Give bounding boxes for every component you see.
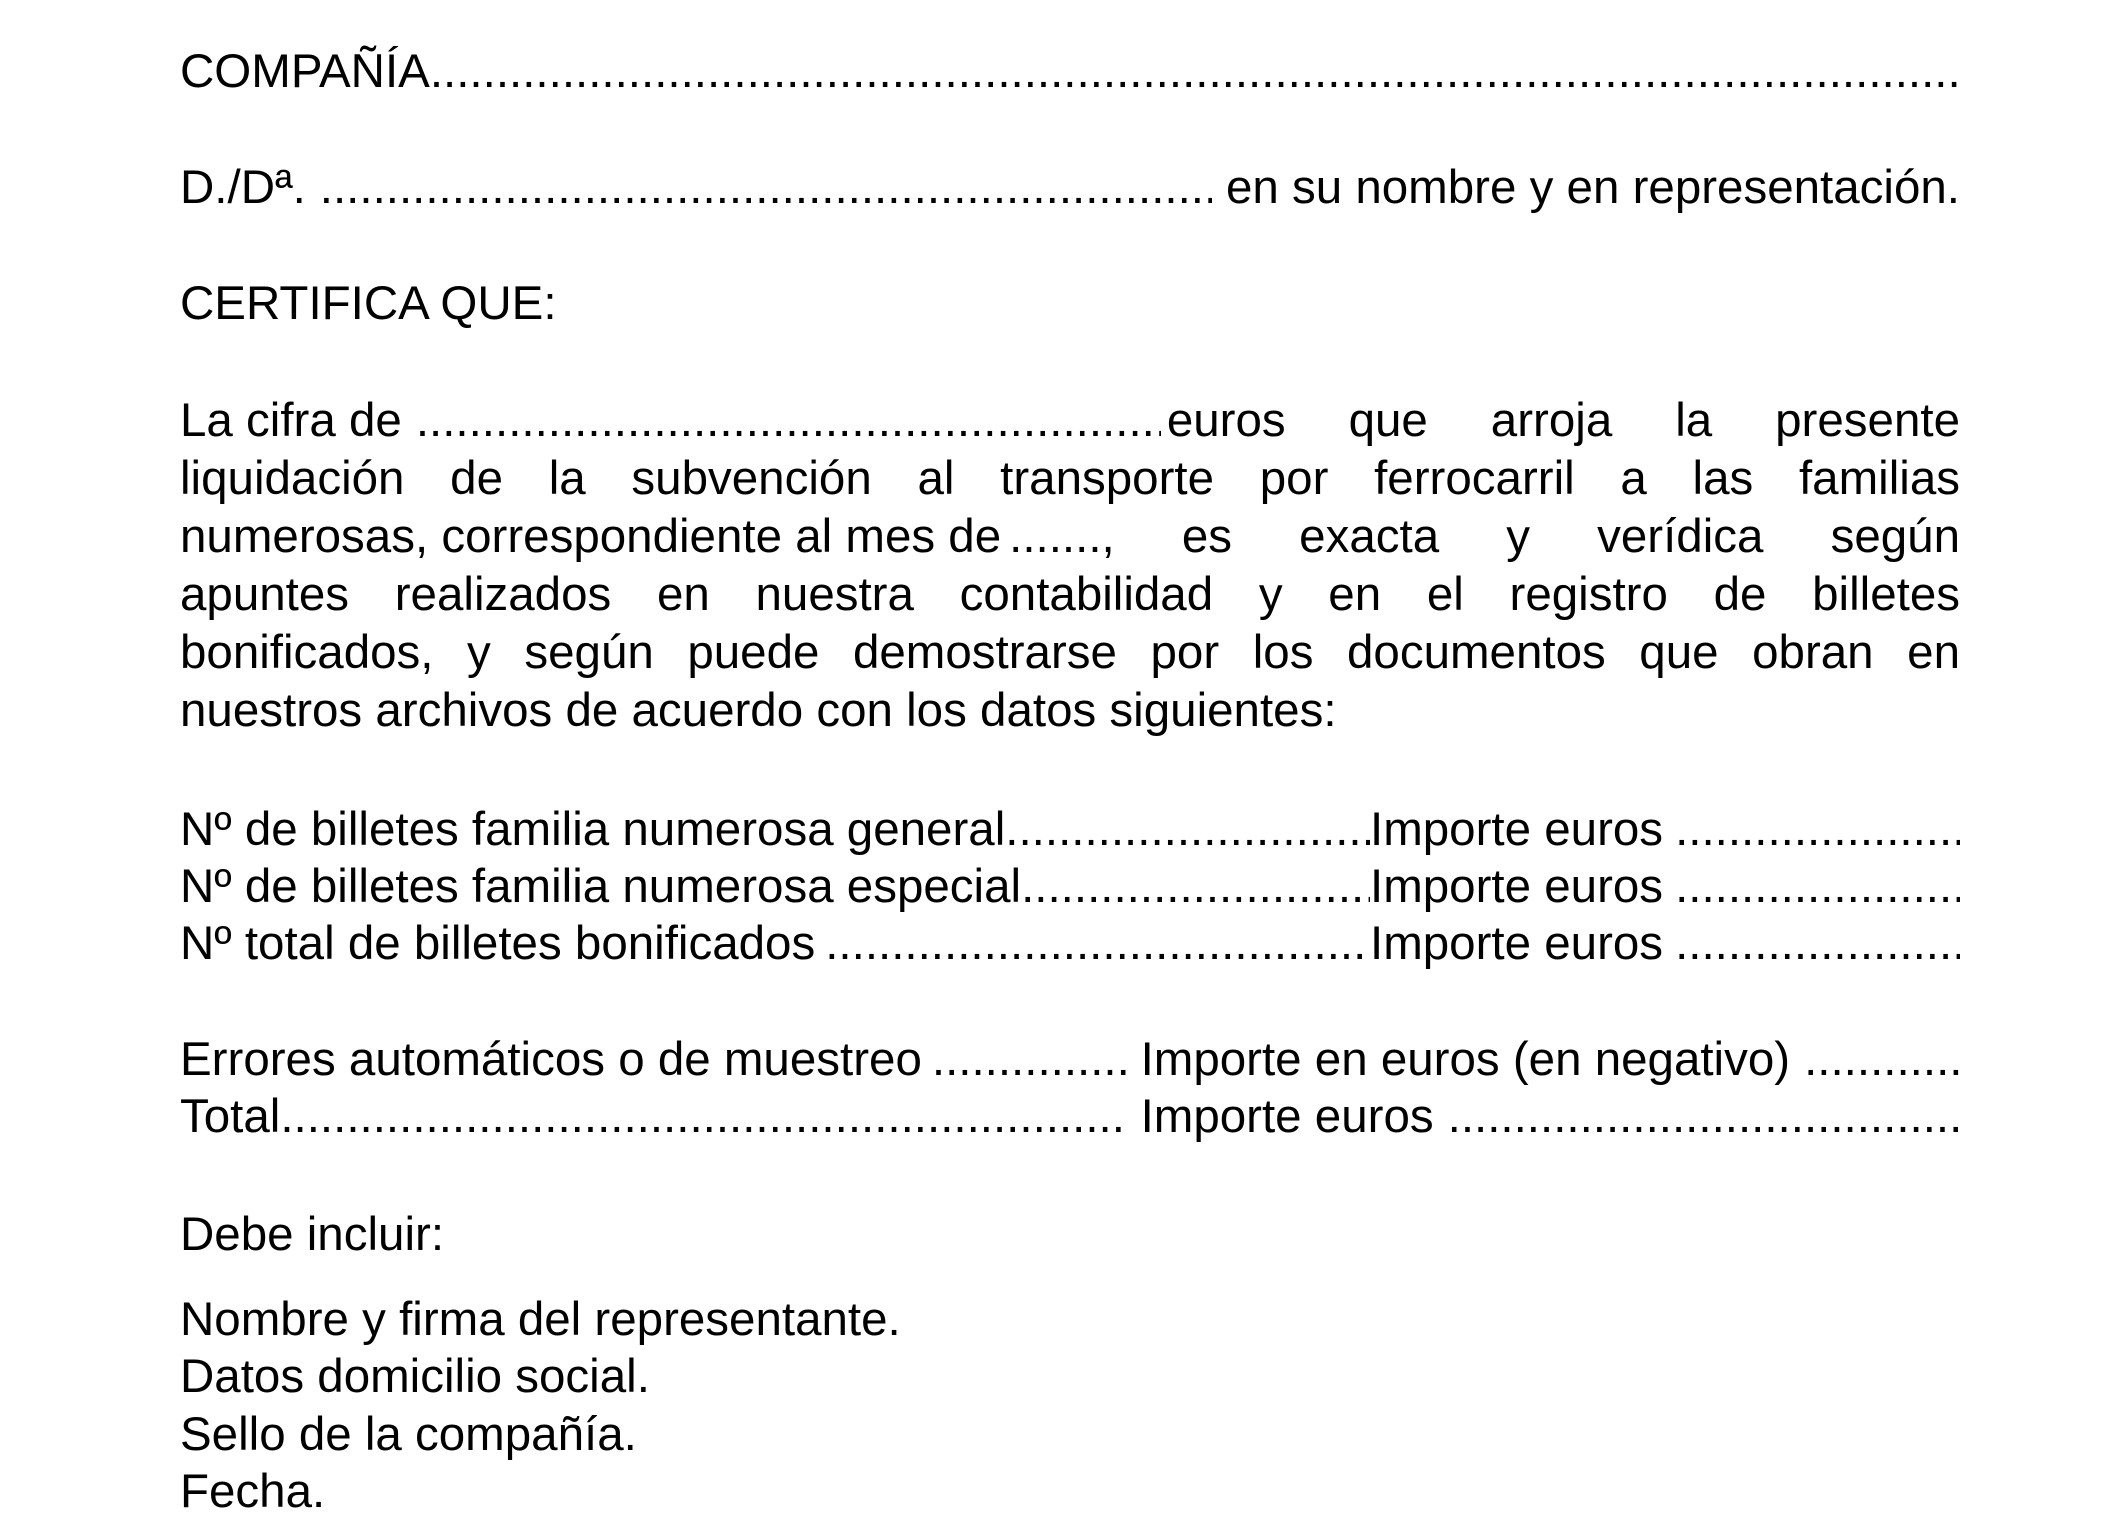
paragraph-line-6: nuestros archivos de acuerdo con los datos siguientes: [180, 684, 1337, 737]
certifica-heading: CERTIFICA QUE: [180, 277, 557, 330]
representative-suffix: en su nombre y en representación. [1225, 161, 1960, 214]
include-item: Sello de la compañía. [180, 1408, 637, 1461]
include-item: Nombre y firma del representante. [180, 1293, 901, 1346]
errors-label: Errores automáticos o de muestreo [180, 1033, 922, 1086]
representative-prefix: D./Dª. [180, 161, 306, 214]
ticket-amount-label: Importe euros [1370, 803, 1664, 856]
amount-blank [416, 392, 1161, 450]
month-outro: , es exacta y verídica según [1101, 510, 1960, 563]
paragraph-line-5: bonificados, y según puede demostrarse por los documentos que obran en [180, 626, 1960, 679]
month-intro: numerosas, correspondiente al mes de [180, 510, 1002, 563]
errors-row [180, 1030, 1960, 1090]
certification-paragraph [180, 392, 1960, 740]
grand-total-label: Total [180, 1090, 281, 1143]
ticket-row-total [180, 914, 1960, 974]
ticket-amount-label: Importe euros [1370, 917, 1664, 970]
errors-amount-blank [1804, 1030, 1960, 1090]
grand-total-amount-label: Importe euros [1140, 1090, 1434, 1143]
month-blank: ....... [1009, 510, 1102, 563]
grand-total-blank [280, 1087, 1128, 1147]
include-title: Debe incluir: [180, 1208, 445, 1261]
representative-line [180, 158, 1960, 218]
paragraph-line-2: liquidación de la subvención al transporte por ferrocarril a las familias [180, 452, 1960, 505]
representative-blank [320, 158, 1212, 218]
ticket-amount-label: Importe euros [1370, 860, 1664, 913]
ticket-row-especial [180, 857, 1960, 917]
paragraph-line-4: apuntes realizados en nuestra contabilidad y en el registro de billetes [180, 568, 1960, 621]
ticket-amount-blank [1675, 800, 1960, 860]
errors-amount-label: Importe en euros (en negativo) [1140, 1033, 1791, 1086]
certificate-document [180, 0, 1960, 1536]
paragraph-line-3 [180, 508, 1960, 566]
amount-outro: euros que arroja la presente [1166, 394, 1960, 447]
ticket-label: Nº total de billetes bonificados [180, 917, 816, 970]
ticket-count-blank [1005, 800, 1370, 860]
ticket-row-general [180, 800, 1960, 860]
include-item: Datos domicilio social. [180, 1350, 650, 1403]
paragraph-line-1 [180, 392, 1960, 450]
company-blank [430, 42, 1960, 102]
company-label: COMPAÑÍA [180, 45, 430, 98]
ticket-count-blank [825, 914, 1370, 974]
ticket-label: Nº de billetes familia numerosa especial [180, 860, 1022, 913]
errors-blank [932, 1030, 1129, 1090]
ticket-label: Nº de billetes familia numerosa general [180, 803, 1006, 856]
ticket-count-blank [1021, 857, 1370, 917]
grand-total-amount-blank [1448, 1087, 1960, 1147]
amount-intro: La cifra de [180, 394, 402, 447]
grand-total-row [180, 1087, 1960, 1147]
include-item: Fecha. [180, 1465, 326, 1518]
ticket-amount-blank [1675, 914, 1960, 974]
company-line [180, 42, 1960, 102]
ticket-amount-blank [1675, 857, 1960, 917]
